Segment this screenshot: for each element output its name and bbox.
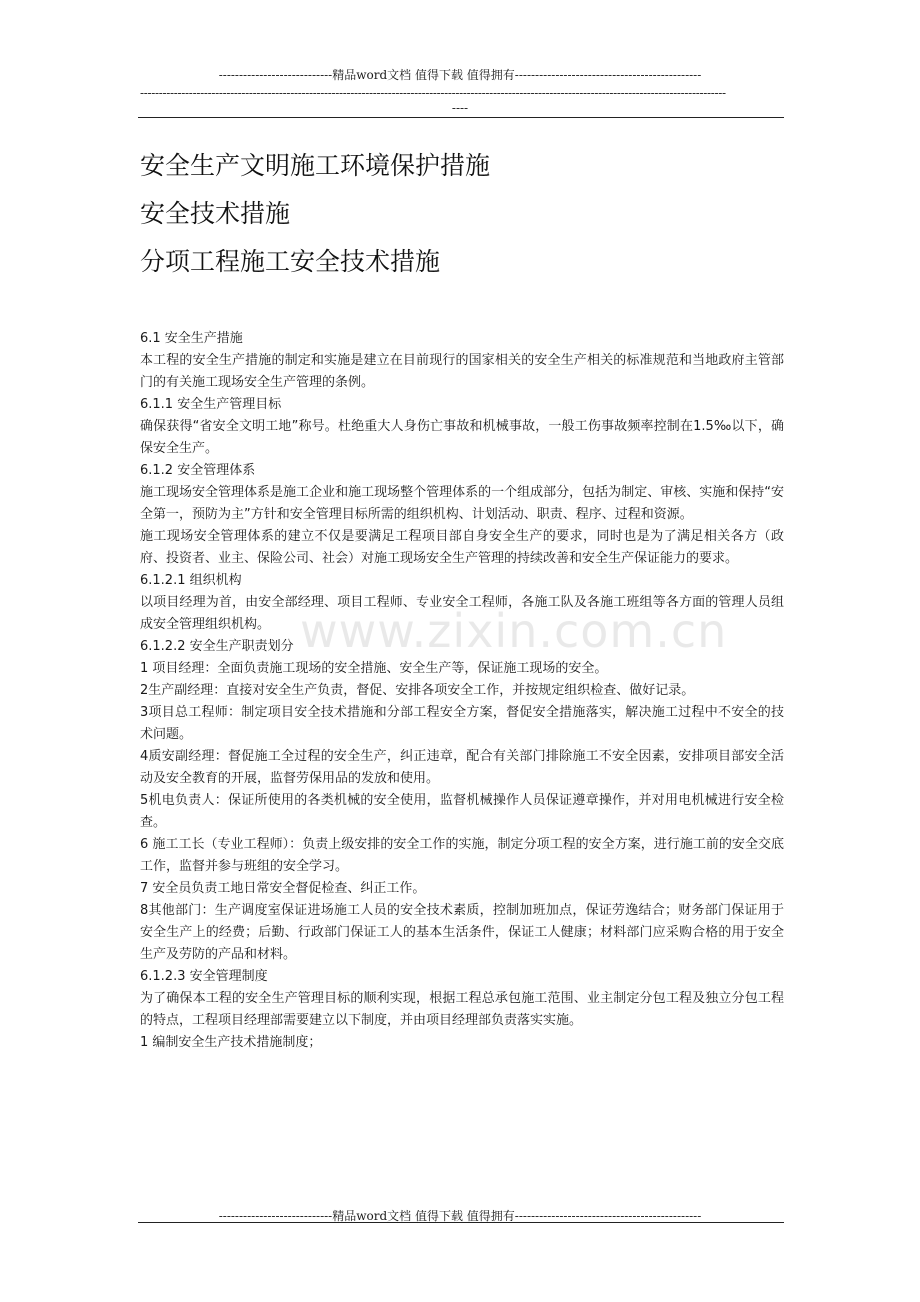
title-main: 安全生产文明施工环境保护措施 [140,151,491,180]
title-section: 分项工程施工安全技术措施 [140,247,441,276]
paragraph: 本工程的安全生产措施的制定和实施是建立在目前现行的国家相关的安全生产相关的标准规范和当地政府主管部门的有关施工现场安全生产管理的条例。 [140,353,784,390]
section-heading: 6.1.2.1 组织机构 [140,573,242,588]
title-sub: 安全技术措施 [140,199,291,228]
header-banner: ----------------------------精品word文档 值得下载 值得拥有---------------------------------------------- [218,68,702,82]
paragraph: 施工现场安全管理体系的建立不仅是要满足工程项目部自身安全生产的要求，同时也是为了满足相关各方（政府、投资者、业主、保险公司、社会）对施工现场安全生产管理的持续改善和安全生产保证能力的要求。 [140,529,784,566]
document-body [140,328,784,1054]
list-item: 8其他部门：生产调度室保证进场施工人员的安全技术素质，控制加班加点，保证劳逸结合；财务部门保证用于安全生产上的经费；后勤、行政部门保证工人的基本生活条件，保证工人健康；材料部门应采购合格的用于安全生产及劳防的产品和材料。 [140,903,784,962]
header-dash-tail: ---- [451,101,469,115]
list-item: 5机电负责人：保证所使用的各类机械的安全使用，监督机械操作人员保证遵章操作，并对用电机械进行安全检查。 [140,793,784,830]
footer-rule [138,1222,784,1223]
list-item: 4质安副经理：督促施工全过程的安全生产，纠正违章，配合有关部门排除施工不安全因素，安排项目部安全活动及安全教育的开展，监督劳保用品的发放和使用。 [140,749,784,786]
header-rule [138,117,784,118]
paragraph: 确保获得“省安全文明工地”称号。杜绝重大人身伤亡事故和机械事故，一般工伤事故频率控制在1.5‰以下，确保安全生产。 [140,419,784,456]
list-item: 3项目总工程师：制定项目安全技术措施和分部工程安全方案，督促安全措施落实，解决施工过程中不安全的技术问题。 [140,705,784,742]
list-item: 2生产副经理：直接对安全生产负责，督促、安排各项安全工作，并按规定组织检查、做好记录。 [140,683,695,698]
list-item: 7 安全员负责工地日常安全督促检查、纠正工作。 [140,881,426,896]
watermark: www.zixin.com.cn [300,604,728,658]
section-heading: 6.1 安全生产措施 [140,331,243,346]
paragraph: 施工现场安全管理体系是施工企业和施工现场整个管理体系的一个组成部分，包括为制定、审核、实施和保持“安全第一，预防为主”方针和安全管理目标所需的组织机构、计划活动、职责、程序、过程和资源。 [140,485,784,522]
paragraph: 以项目经理为首，由安全部经理、项目工程师、专业安全工程师，各施工队及各施工班组等各方面的管理人员组成安全管理组织机构。 [140,595,784,632]
list-item: 1 项目经理：全面负责施工现场的安全措施、安全生产等，保证施工现场的安全。 [140,661,608,676]
paragraph: 为了确保本工程的安全生产管理目标的顺利实现，根据工程总承包施工范围、业主制定分包工程及独立分包工程的特点，工程项目经理部需要建立以下制度，并由项目经理部负责落实实施。 [140,991,784,1028]
section-heading: 6.1.1 安全生产管理目标 [140,397,282,412]
list-item: 1 编制安全生产技术措施制度； [140,1035,322,1050]
footer-banner: ----------------------------精品word文档 值得下载 值得拥有---------------------------------------------- [218,1209,702,1223]
section-heading: 6.1.2.3 安全管理制度 [140,969,268,984]
section-heading: 6.1.2 安全管理体系 [140,463,256,478]
header-dash-line: ------------------------------------------------------------------------------------------------------------------------------------------------------------ [140,86,726,100]
list-item: 6 施工工长（专业工程师）：负责上级安排的安全工作的实施，制定分项工程的安全方案，进行施工前的安全交底工作，监督并参与班组的安全学习。 [140,837,784,874]
section-heading: 6.1.2.2 安全生产职责划分 [140,639,294,654]
